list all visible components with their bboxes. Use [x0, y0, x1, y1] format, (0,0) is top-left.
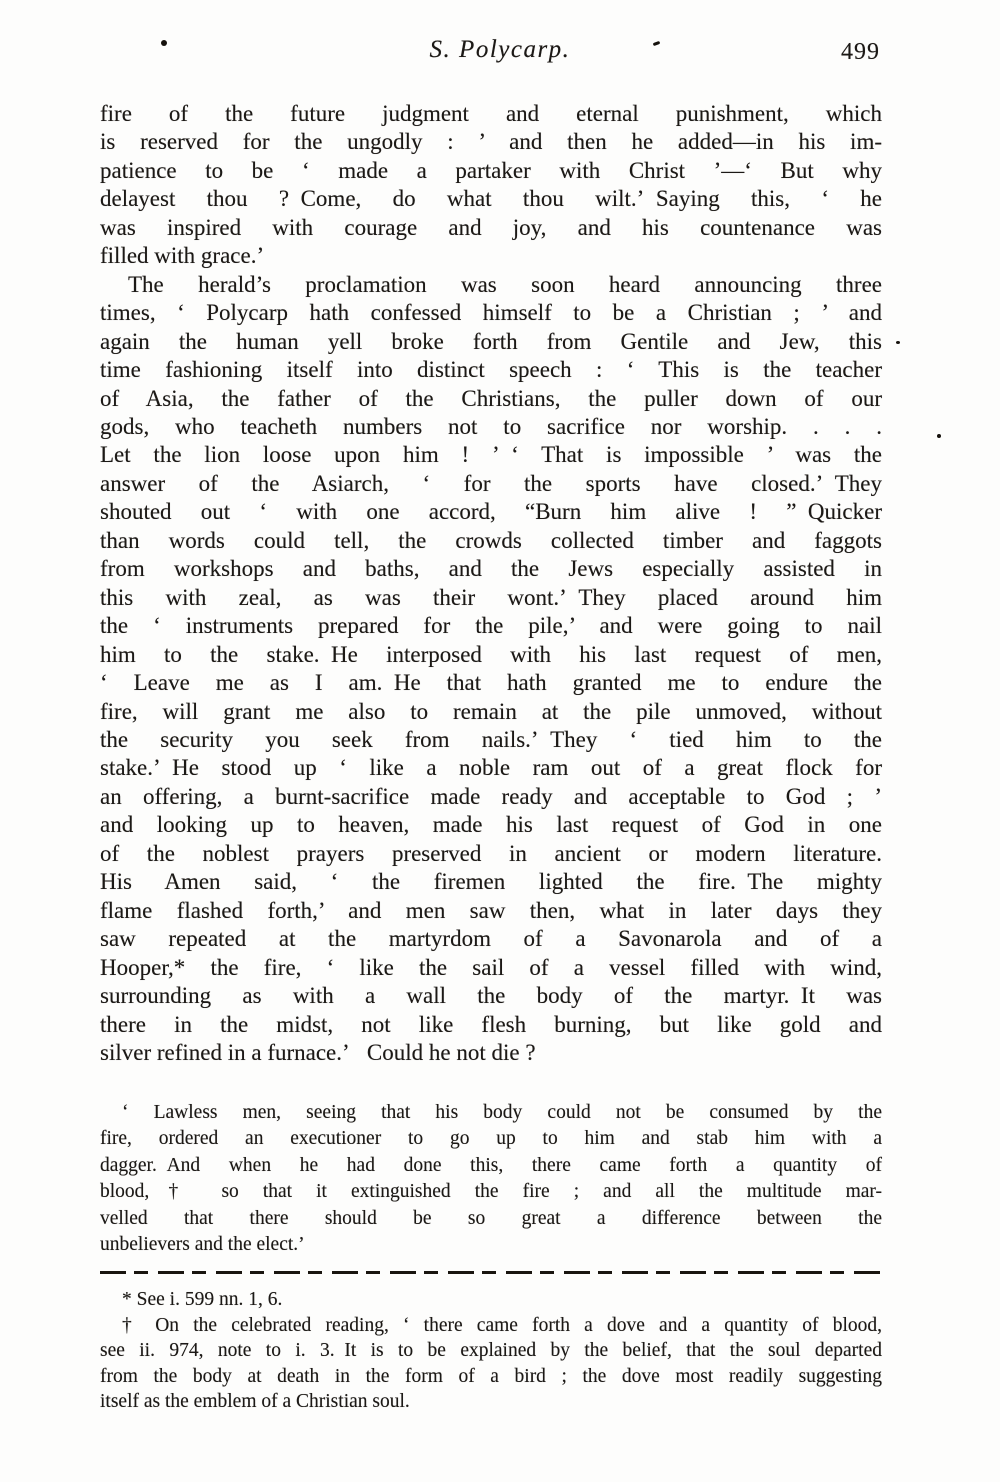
text-line: is reserved for the ungodly : ’ and then he added—in his im- — [100, 129, 882, 155]
text-line: him to the stake. He interposed with his last request of men, — [100, 641, 882, 667]
text-line: was inspired with courage and joy, and his countenance was — [100, 214, 882, 240]
footnotes — [100, 1287, 882, 1415]
text-line: shouted out ‘ with one accord, “Burn him alive ! ” Quicker — [100, 499, 882, 525]
text-line: unbelievers and the elect.’ — [100, 1234, 305, 1256]
scan-speck — [896, 341, 900, 344]
footnote-1 — [100, 1287, 882, 1313]
text-line: see ii. 974, note to i. 3. It is to be explained by the belief, that the soul departed — [100, 1340, 882, 1362]
text-line: the security you seek from nails.’ They ‘ tied him to the — [100, 726, 882, 752]
scan-speck — [937, 434, 941, 438]
page-header — [100, 36, 900, 72]
text-line: time fashioning itself into distinct speech : ‘ This is the teacher — [100, 357, 882, 383]
text-line: fire of the future judgment and eternal punishment, which — [100, 101, 882, 126]
footnote-2 — [100, 1313, 882, 1415]
text-line: fire, ordered an executioner to go up to him and stab him with a — [100, 1128, 882, 1150]
text-line: Hooper,* the fire, ‘ like the sail of a vessel filled with wind, — [100, 954, 882, 980]
text-line: ‘ Lawless men, seeing that his body could not be consumed by the — [122, 1102, 882, 1123]
text-line: silver refined in a furnace.’ Could he not die ? — [100, 1039, 536, 1065]
text-line: the ‘ instruments prepared for the pile,’ and were going to nail — [100, 613, 882, 639]
text-line: stake.’ He stood up ‘ like a noble ram out of a great flock for — [100, 755, 882, 781]
text-line: and looking up to heaven, made his last request of God in one — [100, 812, 882, 838]
text-line: velled that there should be so great a difference between the — [100, 1207, 882, 1229]
text-line: saw repeated at the martyrdom of a Savonarola and of a — [100, 926, 882, 952]
text-line: † On the celebrated reading, ‘ there came forth a dove and a quantity of blood, — [122, 1314, 882, 1336]
text-line: blood,† so that it extinguished the fire ; and all the multitude mar- — [100, 1181, 882, 1203]
text-line: of the noblest prayers preserved in ancient or modern literature. — [100, 840, 882, 866]
paragraph-herald-proclamation — [100, 271, 882, 1068]
text-line: ‘ Leave me as I am. He that hath granted me to endure the — [100, 670, 882, 696]
text-line: fire, will grant me also to remain at the pile unmoved, without — [100, 698, 882, 724]
text-line: His Amen said, ‘ the firemen lighted the fire. The mighty — [100, 869, 882, 895]
paragraph-continuation — [100, 100, 882, 271]
text-line: from workshops and baths, and the Jews especially assisted in — [100, 556, 882, 582]
text-line: this with zeal, as was their wont.’ They placed around him — [100, 584, 882, 610]
page-number: 499 — [841, 39, 880, 65]
text-line: The herald’s proclamation was soon heard announcing three — [128, 271, 882, 297]
text-line: from the body at death in the form of a bird ; the dove most readily suggesting — [100, 1365, 882, 1387]
text-line: dagger. And when he had done this, there came forth a quantity of — [100, 1154, 882, 1176]
text-line: delayest thou ? Come, do what thou wilt.’ Saying this, ‘ he — [100, 186, 882, 212]
text-line: itself as the emblem of a Christian soul. — [100, 1391, 410, 1413]
running-title: S. Polycarp. — [429, 36, 571, 63]
text-line: * See i. 599 nn. 1, 6. — [122, 1289, 283, 1310]
text-line: filled with grace.’ — [100, 243, 265, 269]
text-line: again the human yell broke forth from Gentile and Jew, this — [100, 328, 882, 354]
text-line: flame flashed forth,’ and men saw then, what in later days they — [100, 897, 882, 923]
main-text — [100, 100, 882, 1067]
text-line: Let the lion loose upon him ! ’ ‘ That is impossible ’ was the — [100, 442, 882, 468]
text-line: gods, who teacheth numbers not to sacrifice nor worship. . . . — [100, 413, 882, 439]
text-line: answer of the Asiarch, ‘ for the sports have closed.’ They — [100, 470, 882, 496]
text-line: patience to be ‘ made a partaker with Christ ’—‘ But why — [100, 157, 882, 183]
text-line: times, ‘ Polycarp hath confessed himself to be a Christian ; ’ and — [100, 300, 882, 326]
text-line: of Asia, the father of the Christians, the puller down of our — [100, 385, 882, 411]
quoted-extract — [100, 1100, 882, 1258]
text-line: than words could tell, the crowds collected timber and faggots — [100, 527, 882, 553]
text-line: an offering, a burnt-sacrifice made ready and acceptable to God ; ’ — [100, 783, 882, 809]
text-line: surrounding as with a wall the body of the martyr. It was — [100, 983, 882, 1009]
text-line: there in the midst, not like flesh burning, but like gold and — [100, 1011, 882, 1037]
footnote-rule — [100, 1271, 882, 1274]
